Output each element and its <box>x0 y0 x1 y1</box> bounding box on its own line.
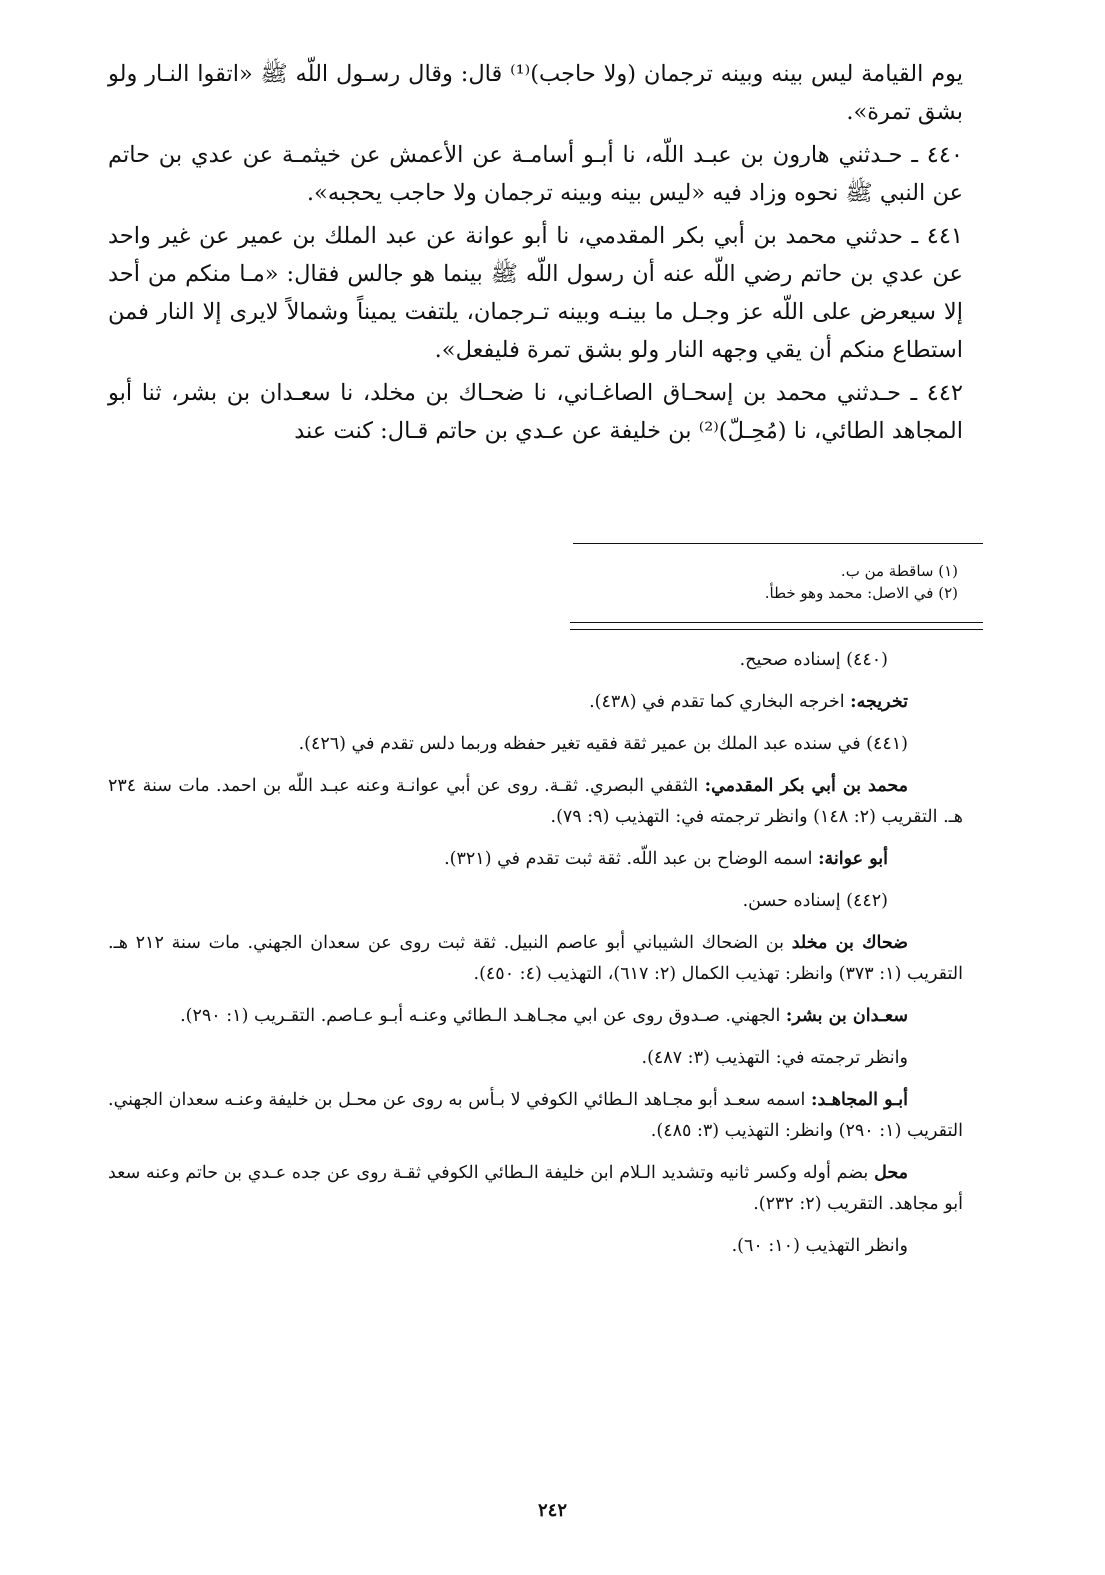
commentary-text: (٤٤١) في سنده عبد الملك بن عمير ثقة فقيه تغير حفظه وربما دلس تقدم في (٤٢٦). <box>298 734 908 754</box>
main-paragraph: ٤٤١ ـ حدثني محمد بن أبي بكر المقدمي، نا أبو عوانة عن عبد الملك بن عمير عن غير واحد عن عدي بن حاتم رضي اللّه عنه أن رسول اللّه ﷺ بينما هو جالس فقال: «مـا منكم من أحد إلا سيعرض على اللّه عز وجـل ما بينـه وبينه تـرجمان، يلتفت يميناً وشمالاً لايرى إلا النار فمن استطاع منكم أن يقي وجهه النار ولو بشق تمرة فليفعل». <box>108 223 963 363</box>
commentary-text: (٤٤٠) إسناده صحيح. <box>739 650 888 670</box>
commentary-label: تخريجه: <box>850 692 908 712</box>
footnote-item: (٢) في الاصل: محمد وهو خطأ. <box>764 584 958 602</box>
page-number: ٢٤٢ <box>537 1500 567 1521</box>
main-text <box>108 55 963 455</box>
commentary-paragraph <box>108 886 963 917</box>
commentary-paragraph <box>108 1158 963 1220</box>
commentary-paragraph <box>108 1043 963 1074</box>
main-paragraph: ٤٤٠ ـ حـدثني هارون بن عبـد اللّه، نا أبـو أسامـة عن الأعمش عن خيثمـة عن عدي بن حاتم عن النبي ﷺ نحوه وزاد فيه «ليس بينه وبينه ترجمان ولا حاجب يحجبه». <box>108 142 963 206</box>
commentary-text: وانظر التهذيب (١٠: ٦٠). <box>731 1236 908 1256</box>
commentary-text: اسمه الوضاح بن عبد اللّه. ثقة ثبت تقدم في (٣٢١). <box>444 849 819 869</box>
footnote-item: (١) ساقطة من ب. <box>840 562 958 580</box>
commentary-divider <box>570 622 983 630</box>
commentary-text: (٤٤٢) إسناده حسن. <box>742 891 888 911</box>
commentary-label: سعـدان بن بشر: <box>785 1006 908 1026</box>
footnotes <box>573 560 958 604</box>
commentary-text: الثقفي البصري. ثقـة. روى عن أبي عوانـة وعنه عبـد اللّه بن احمد. مات سنة ٢٣٤ هـ. التقريب (٢: ١٤٨) وانظر ترجمته في: التهذيب (٩: ٧٩). <box>108 776 963 827</box>
commentary-text: اخرجه البخاري كما تقدم في (٤٣٨). <box>589 692 851 712</box>
commentary-label: محل <box>874 1163 908 1183</box>
commentary <box>108 645 963 1273</box>
footnote-divider <box>573 543 983 544</box>
main-paragraph: يوم القيامة ليس بينه وبينه ترجمان (ولا حاجب)⁽¹⁾ قال: وقال رسـول اللّه ﷺ «اتقوا النـار ولو بشق تمرة». <box>108 61 964 125</box>
commentary-text: وانظر ترجمته في: التهذيب (٣: ٤٨٧). <box>641 1048 908 1068</box>
commentary-text: اسمه سعـد أبو مجـاهد الـطائي الكوفي لا بـأس به روى عن محـل بن خليفة وعنـه سعدان الجهني. التقريب (١: ٢٩٠) وانظر: التهذيب (٣: ٤٨٥). <box>108 1090 963 1141</box>
commentary-label: أبـو المجاهـد: <box>811 1090 908 1110</box>
commentary-paragraph <box>108 645 963 676</box>
commentary-text: بضم أوله وكسر ثانيه وتشديد الـلام ابن خليفة الـطائي الكوفي ثقـة روى عن جده عـدي بن حاتم وعنه سعد أبو مجاهد. التقريب (٢: ٢٣٢). <box>108 1163 963 1214</box>
commentary-paragraph <box>108 844 963 875</box>
commentary-label: ضحاك بن مخلد <box>791 933 908 953</box>
commentary-paragraph <box>108 1231 963 1262</box>
commentary-label: أبو عوانة: <box>818 849 888 869</box>
commentary-paragraph <box>108 1085 963 1147</box>
commentary-paragraph <box>108 1001 963 1032</box>
commentary-paragraph <box>108 687 963 718</box>
commentary-paragraph <box>108 928 963 990</box>
main-paragraph: ٤٤٢ ـ حـدثني محمد بن إسحـاق الصاغـاني، نا ضحـاك بن مخلد، نا سعـدان بن بشر، ثنا أبو المجاهد الطائي، نا (مُحِـلّ)⁽²⁾ بن خليفة عن عـدي بن حاتم قـال: كنت عند <box>108 380 963 444</box>
commentary-paragraph <box>108 729 963 760</box>
commentary-label: محمد بن أبي بكر المقدمي: <box>704 776 908 796</box>
commentary-text: الجهني. صـدوق روى عن ابي مجـاهـد الـطائي وعنـه أبـو عـاصم. التقـريب (١: ٢٩٠). <box>180 1006 786 1026</box>
commentary-paragraph <box>108 771 963 833</box>
commentary-text: بن الضحاك الشيباني أبو عاصم النبيل. ثقة ثبت روى عن سعدان الجهني. مات سنة ٢١٢ هـ. التقريب (١: ٣٧٣) وانظر: تهذيب الكمال (٢: ٦١٧)، التهذيب (٤: ٤٥٠). <box>108 933 963 984</box>
